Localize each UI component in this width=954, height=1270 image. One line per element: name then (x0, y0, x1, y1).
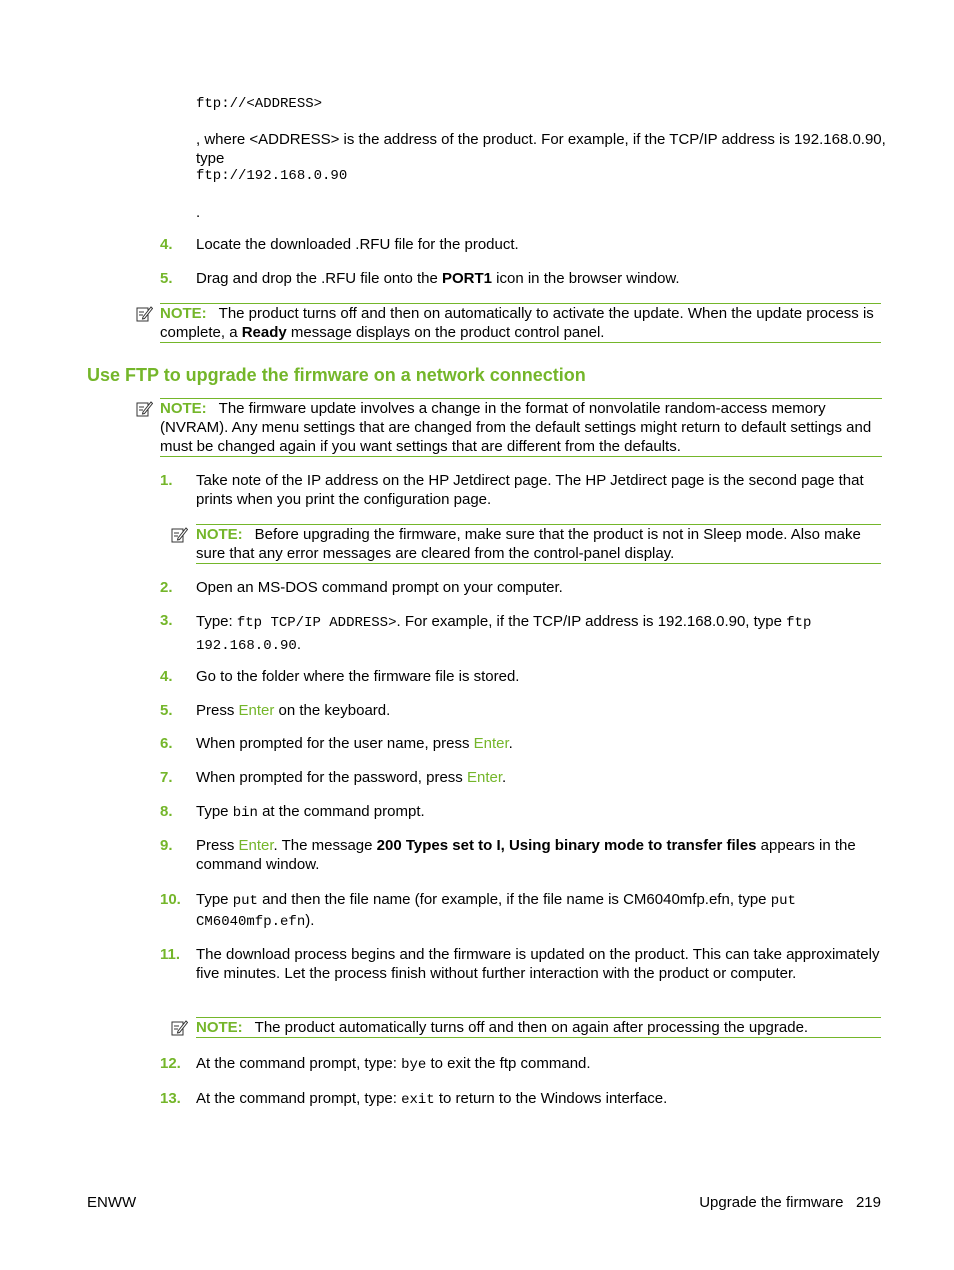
step-text: The download process begins and the firmware is updated on the product. This can take approximately five minutes. Let the process finish without further interaction with the product or computer. (196, 946, 880, 982)
note-box: NOTE: The firmware update involves a change in the format of nonvolatile random-access memory (NVRAM). Any menu settings that are changed from the default settings might return to default settings and must be changed again if you want settings that are different from the defaults. (160, 398, 882, 457)
step-text: Locate the downloaded .RFU file for the product. (196, 236, 519, 253)
note-label: NOTE: (196, 1019, 243, 1036)
inline-code: put (232, 893, 258, 909)
note-box: NOTE: The product automatically turns off and then on again after processing the upgrade. (196, 1017, 881, 1038)
inline-code: exit (401, 1092, 435, 1108)
inline-code: CM6040mfp.efn (196, 914, 306, 930)
step-number: 8. (160, 803, 173, 820)
step-number: 2. (160, 579, 173, 596)
step-text: At the command prompt, type: exit to return to the Windows interface. (196, 1090, 668, 1108)
key-name: Enter (473, 735, 509, 752)
step-number: 9. (160, 837, 173, 854)
step-text: Go to the folder where the firmware file is stored. (196, 668, 520, 685)
note-pencil-icon (136, 400, 153, 417)
step-number: 12. (160, 1055, 181, 1072)
step-number: 13. (160, 1090, 181, 1107)
step-number: 4. (160, 236, 173, 253)
footer-left: ENWW (87, 1194, 137, 1211)
note-box: NOTE: Before upgrading the firmware, make sure that the product is not in Sleep mode. Also make sure that any error messages are cleared from the control-panel display. (196, 524, 881, 564)
key-name: Enter (238, 702, 275, 719)
step-number: 7. (160, 769, 173, 786)
inline-code: ftp TCP/IP ADDRESS> (236, 615, 397, 631)
step-number: 1. (160, 472, 173, 489)
note-label: NOTE: (160, 305, 207, 322)
footer-chapter-title: Upgrade the firmware (699, 1194, 844, 1211)
note-pencil-icon (171, 1019, 188, 1036)
note-pencil-icon (136, 305, 153, 322)
inline-code: put (770, 893, 796, 909)
step-number: 3. (160, 612, 173, 629)
where-text: , where <ADDRESS> is the address of the product. For example, if the TCP/IP address is 192.168.0.90, type (196, 131, 886, 167)
step-text: Open an MS-DOS command prompt on your computer. (196, 579, 563, 596)
step-text: Type: ftp TCP/IP ADDRESS>. For example, if the TCP/IP address is 192.168.0.90, type ftp 192.168.0.90. (196, 613, 812, 654)
step-number: 6. (160, 735, 173, 752)
period-text: . (196, 204, 201, 221)
step-text: Type bin at the command prompt. (196, 803, 425, 821)
page-number: 219 (855, 1194, 881, 1211)
step-text: Type put and then the file name (for example, if the file name is CM6040mfp.efn, type put CM6040mfp.efn). (196, 891, 796, 930)
step-text: At the command prompt, type: bye to exit the ftp command. (196, 1055, 591, 1073)
step-number: 4. (160, 668, 173, 685)
step-text: Drag and drop the .RFU file onto the PORT1 icon in the browser window. (196, 270, 680, 287)
step-number: 10. (160, 891, 181, 908)
step-text: When prompted for the password, press Enter. (196, 769, 507, 786)
step-number: 5. (160, 270, 173, 287)
inline-code: 192.168.0.90 (196, 638, 297, 654)
section-title: Use FTP to upgrade the firmware on a network connection (87, 365, 586, 385)
step-number: 5. (160, 702, 173, 719)
inline-code: bin (232, 805, 258, 821)
step-text: Press Enter. The message 200 Types set to I, Using binary mode to transfer files appears in the command window. (196, 837, 856, 873)
step-number: 11. (160, 946, 181, 963)
key-name: Enter (238, 837, 274, 854)
note-pencil-icon (171, 526, 188, 543)
step-text: Take note of the IP address on the HP Jetdirect page. The HP Jetdirect page is the second page that prints when you print the configuration page. (196, 472, 864, 508)
step-text: When prompted for the user name, press Enter. (196, 735, 513, 752)
inline-code: bye (401, 1057, 427, 1073)
footer-right (699, 1193, 881, 1212)
note-label: NOTE: (160, 400, 207, 417)
step-text: Press Enter on the keyboard. (196, 702, 391, 719)
inline-code: ftp (786, 615, 812, 631)
note-label: NOTE: (196, 526, 243, 543)
ftp-example-code: ftp://192.168.0.90 (196, 168, 348, 184)
note-box: NOTE: The product turns off and then on automatically to activate the update. When the update process is complete, a Ready message displays on the product control panel. (160, 303, 881, 343)
ftp-template-code: ftp://<ADDRESS> (196, 96, 323, 112)
key-name: Enter (466, 769, 502, 786)
